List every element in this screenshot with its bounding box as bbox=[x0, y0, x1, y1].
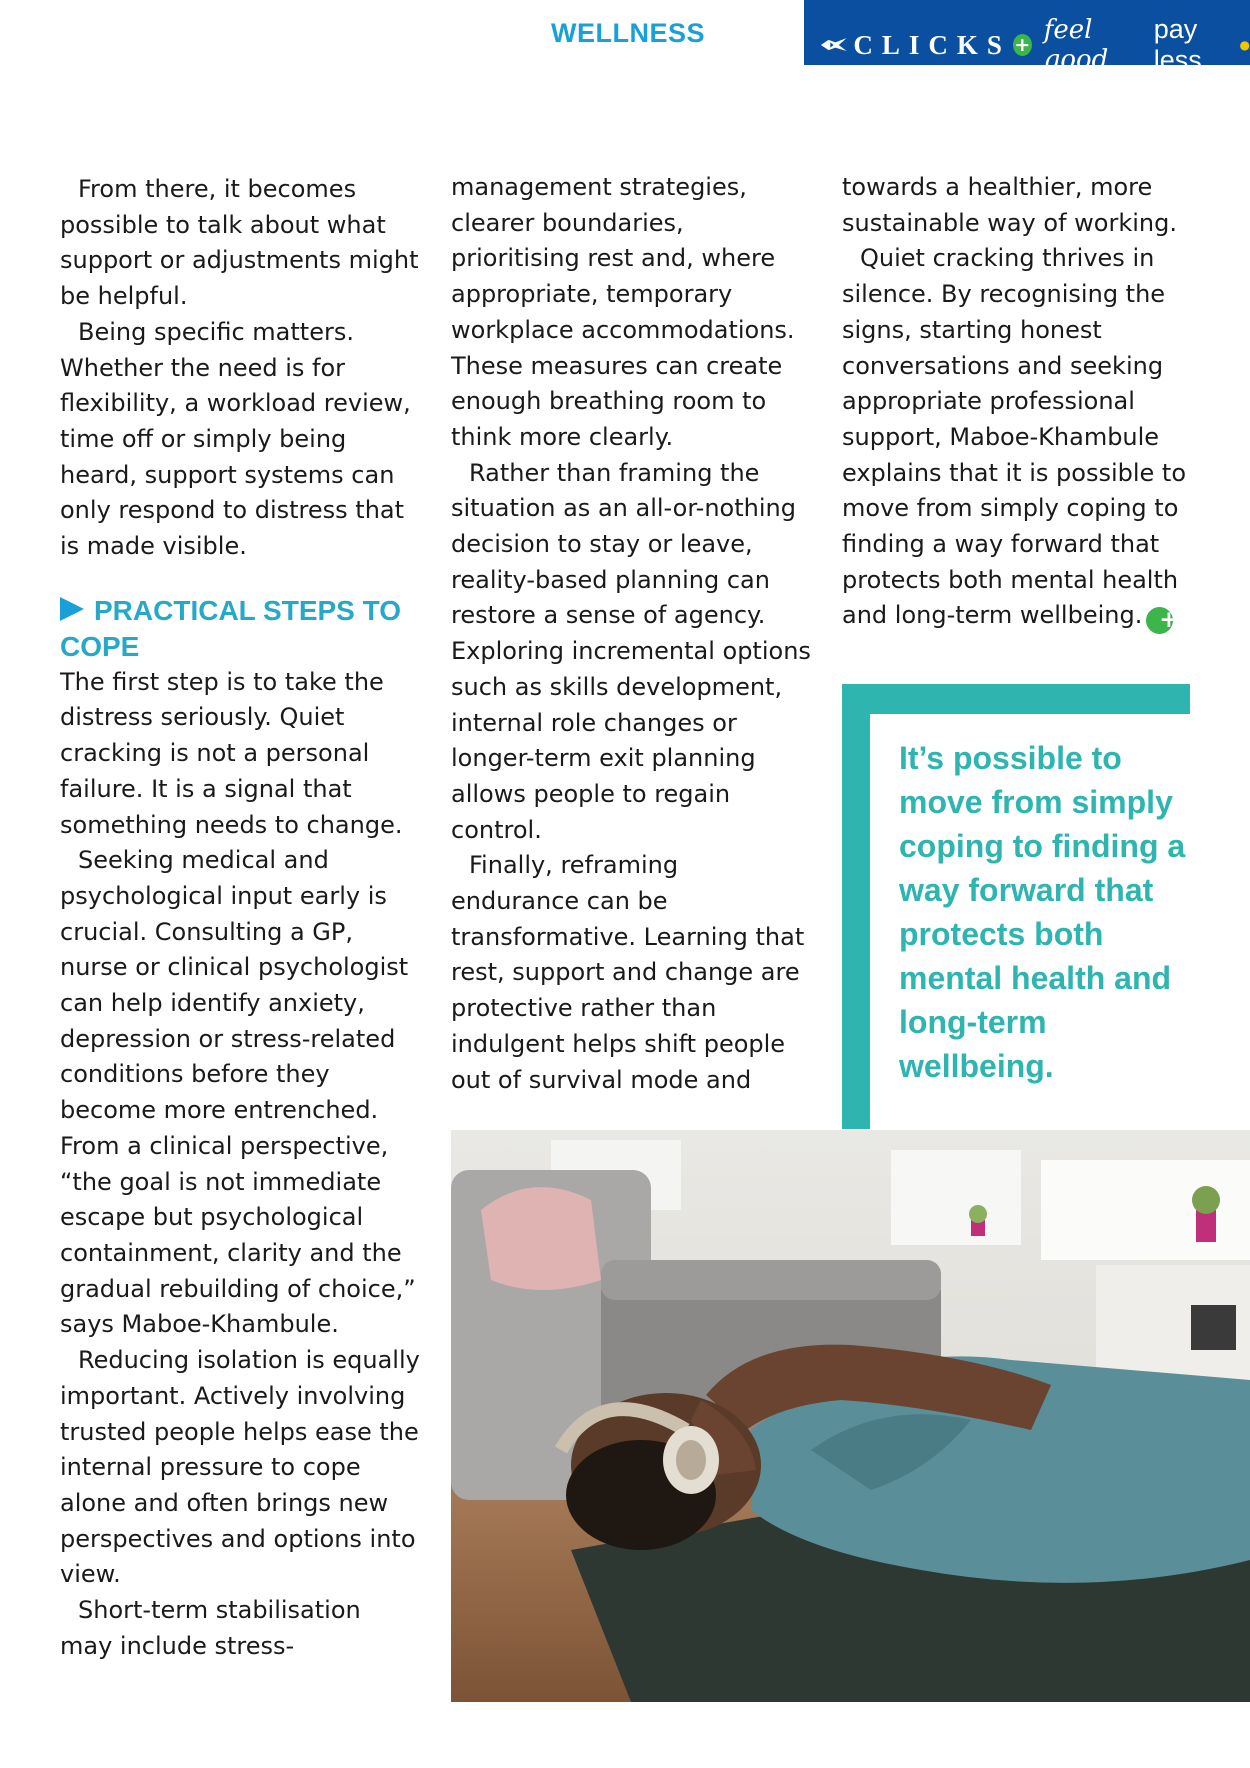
subheading-text: PRACTICAL STEPS TO COPE bbox=[60, 594, 402, 662]
paragraph: Seeking medical and psychological input early is crucial. Consulting a GP, nurse or clinical psychologist can help identify anxiety, depression or stress-related conditions before they become more entrenched. From a clinical perspective, “the goal is not immediate escape but psychological containment, clarity and the gradual rebuilding of choice,” says Maboe-Khambule. bbox=[60, 846, 416, 1339]
paragraph: Finally, reframing endurance can be transformative. Learning that rest, support and change are protective rather than indulgent helps shift people out of survival mode and bbox=[451, 851, 805, 1094]
paragraph: management strategies, clearer boundaries, prioritising rest and, where appropriate, temporary workplace accommodations. These measures can create enough breathing room to think more clearly. bbox=[451, 173, 795, 451]
paragraph: Short-term stabilisation may include stress- bbox=[60, 1596, 361, 1660]
article-column-3 bbox=[842, 170, 1202, 634]
tagline-plain: pay less bbox=[1153, 14, 1202, 75]
paragraph: towards a healthier, more sustainable way of working. bbox=[842, 173, 1177, 237]
brand-name: CLICKS bbox=[853, 29, 1011, 60]
paragraph-text: Quiet cracking thrives in silence. By recognising the signs, starting honest conversations and seeking appropriate professional support, Maboe-Khambule explains that it is possible to move from simply coping to finding a way forward that protects both mental health and long-term wellbeing. bbox=[842, 244, 1187, 630]
brand-logo bbox=[820, 14, 1250, 76]
paragraph: The first step is to take the distress seriously. Quiet cracking is not a personal failure. It is a signal that something needs to change. bbox=[60, 667, 403, 839]
tagline-script: feel good bbox=[1043, 15, 1109, 75]
brand-bar bbox=[804, 0, 1250, 75]
paragraph-final bbox=[842, 241, 1202, 634]
paragraph: Being specific matters. Whether the need is for flexibility, a workload review, time off or simply being heard, support systems can only respond to distress that is made visible. bbox=[60, 317, 411, 561]
article-column-2 bbox=[451, 170, 811, 1098]
triangle-bullet-icon bbox=[60, 597, 84, 621]
pullquote-frame-side bbox=[842, 684, 870, 1129]
tagline-dot-icon: ● bbox=[1239, 38, 1250, 52]
section-label: WELLNESS bbox=[551, 18, 706, 48]
photo-illustration bbox=[451, 1130, 1250, 1702]
subheading bbox=[60, 593, 420, 665]
bird-icon bbox=[820, 36, 847, 54]
man-lying-on-mat-with-headphones-photo bbox=[451, 1130, 1250, 1702]
article-column-1 bbox=[60, 172, 420, 1664]
pullquote: It’s possible to move from simply coping to finding a way forward that protects both mental health and long-term wellbeing. bbox=[899, 740, 1186, 1084]
pullquote-frame-top bbox=[842, 684, 1190, 714]
plus-circle-icon: + bbox=[1146, 607, 1173, 634]
paragraph: Reducing isolation is equally important. Actively involving trusted people helps ease the internal pressure to cope alone and often brings new perspectives and options into view. bbox=[60, 1346, 420, 1589]
paragraph: From there, it becomes possible to talk about what support or adjustments might be helpful. bbox=[60, 175, 419, 311]
plus-icon: + bbox=[1014, 33, 1031, 56]
paragraph: Rather than framing the situation as an all-or-nothing decision to stay or leave, reality-based planning can restore a sense of agency. Exploring incremental options such as skills development, internal role changes or longer-term exit planning allows people to regain control. bbox=[451, 458, 811, 844]
